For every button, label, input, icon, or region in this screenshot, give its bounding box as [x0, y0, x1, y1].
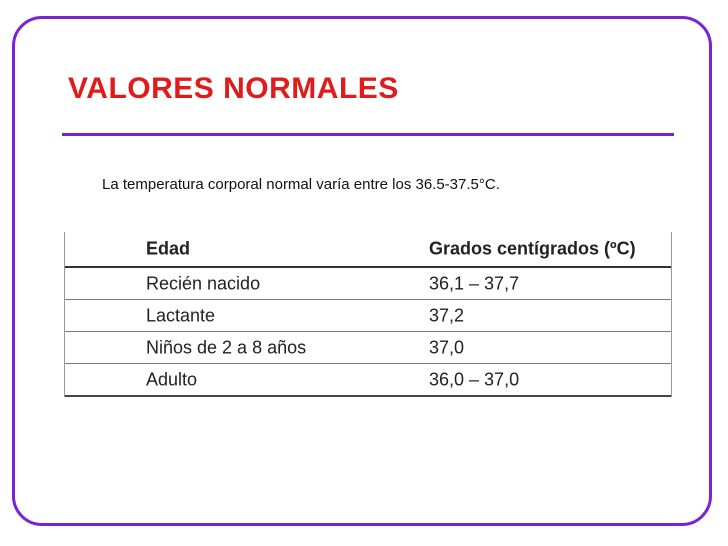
table-row	[65, 268, 671, 300]
slide-title: VALORES NORMALES	[68, 72, 399, 105]
cell-age: Recién nacido	[146, 273, 261, 293]
cell-age: Lactante	[146, 305, 216, 325]
table-header-row	[65, 232, 671, 268]
cell-age: Niños de 2 a 8 años	[146, 337, 307, 357]
temperature-table	[64, 232, 672, 397]
cell-degrees: 36,0 – 37,0	[429, 369, 520, 389]
cell-age: Adulto	[146, 369, 198, 389]
table-row	[65, 364, 671, 397]
header-degrees: Grados centígrados (ºC)	[429, 238, 636, 259]
cell-degrees: 37,2	[429, 305, 465, 325]
table-row	[65, 300, 671, 332]
cell-degrees: 36,1 – 37,7	[429, 273, 520, 293]
title-divider	[62, 133, 674, 136]
table-row	[65, 332, 671, 364]
cell-degrees: 37,0	[429, 337, 465, 357]
slide-subtitle: La temperatura corporal normal varía entre los 36.5-37.5°C.	[102, 176, 500, 193]
header-age: Edad	[146, 238, 191, 259]
